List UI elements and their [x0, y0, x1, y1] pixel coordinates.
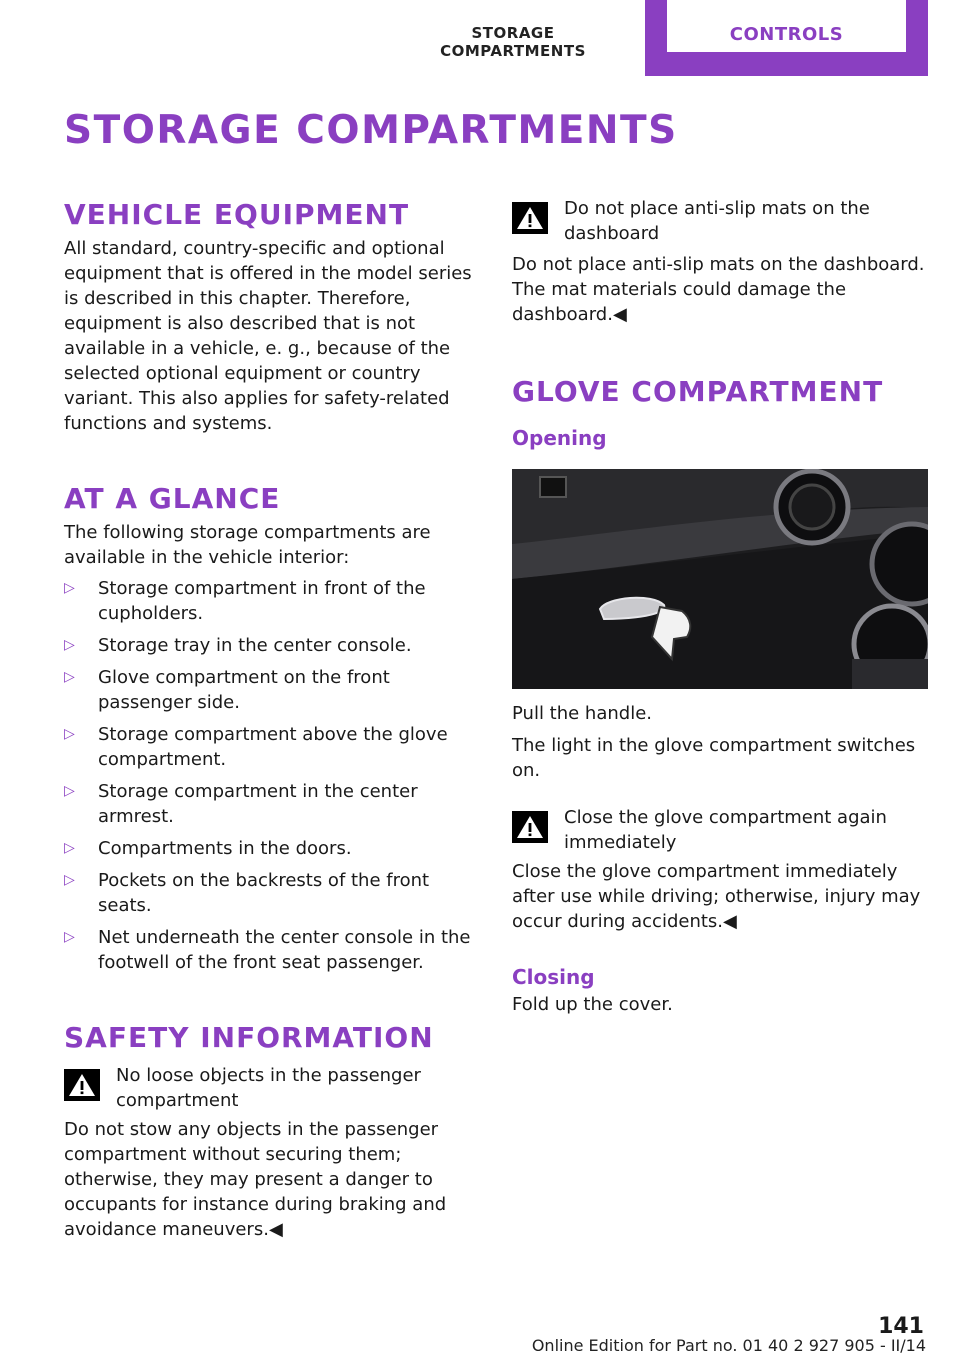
end-mark-icon: ◀	[612, 304, 627, 325]
subheading-opening: Opening	[512, 426, 607, 450]
warning-body: Close the glove compartment immediately after use while driving; otherwise, injury may occur during accidents.◀	[512, 861, 921, 932]
triangle-bullet-icon: ▷	[64, 929, 75, 945]
warning-title: Do not place anti-slip mats on the dashboard	[564, 198, 870, 244]
heading-at-a-glance: AT A GLANCE	[64, 482, 281, 515]
triangle-bullet-icon: ▷	[64, 580, 75, 596]
opening-step-2: The light in the glove compartment switches on.	[512, 735, 916, 781]
warning-title: Close the glove compartment again immediately	[564, 807, 887, 853]
warning-loose-objects	[64, 1063, 484, 1113]
subheading-closing: Closing	[512, 965, 595, 989]
running-header-section: STORAGE COMPARTMENTS	[440, 24, 586, 60]
list-item: ▷ Storage compartment above the glove compartment.	[64, 724, 448, 770]
compartment-list	[64, 576, 484, 975]
list-item: ▷ Storage compartment in front of the cupholders.	[64, 578, 426, 624]
opening-step-1: Pull the handle.	[512, 703, 653, 724]
triangle-bullet-icon: ▷	[64, 669, 75, 685]
warning-triangle-icon	[512, 202, 548, 234]
heading-safety-information: SAFETY INFORMATION	[64, 1021, 434, 1054]
left-column	[64, 196, 484, 1242]
warning-body: Do not stow any objects in the passenger compartment without securing them; otherwise, they may present a danger to occupants for instance during braking and avoidance maneuvers.◀	[64, 1119, 447, 1240]
list-item: ▷ Compartments in the doors.	[64, 838, 352, 859]
page-number: 141	[878, 1314, 924, 1339]
at-a-glance-intro: The following storage compartments are available in the vehicle interior:	[64, 522, 431, 568]
warning-title: No loose objects in the passenger compartment	[116, 1065, 421, 1111]
triangle-bullet-icon: ▷	[64, 637, 75, 653]
warning-close-glove-compartment	[512, 805, 930, 855]
chapter-tab	[645, 0, 928, 76]
heading-glove-compartment: GLOVE COMPARTMENT	[512, 375, 884, 408]
list-item: ▷ Net underneath the center console in the footwell of the front seat passenger.	[64, 927, 471, 973]
vehicle-equipment-body: All standard, country-specific and optional equipment that is offered in the model series is described in this chapter. Therefore, equipment is also described that is not available in a vehicle, e. g., because of the selected optional equipment or country variant. This also applies for safety-related functions and systems.	[64, 238, 472, 434]
glove-compartment-photo	[512, 469, 928, 689]
footer-edition: Online Edition for Part no. 01 40 2 927 905 - II/14	[531, 1336, 926, 1355]
triangle-bullet-icon: ▷	[64, 783, 75, 799]
warning-triangle-icon	[512, 811, 548, 843]
triangle-bullet-icon: ▷	[64, 840, 75, 856]
warning-anti-slip-mats	[512, 196, 930, 246]
heading-vehicle-equipment: VEHICLE EQUIPMENT	[64, 198, 410, 231]
closing-body: Fold up the cover.	[512, 994, 673, 1015]
list-item: ▷ Pockets on the backrests of the front seats.	[64, 870, 430, 916]
list-item: ▷ Storage tray in the center console.	[64, 635, 412, 656]
end-mark-icon: ◀	[723, 911, 737, 932]
warning-body: Do not place anti-slip mats on the dashboard. The mat materials could damage the dashboard.◀	[512, 254, 925, 325]
end-mark-icon: ◀	[268, 1219, 283, 1240]
triangle-bullet-icon: ▷	[64, 872, 75, 888]
right-column	[512, 196, 930, 1017]
list-item: ▷ Glove compartment on the front passenger side.	[64, 667, 390, 713]
warning-triangle-icon	[64, 1069, 100, 1101]
chapter-tab-label: CONTROLS	[667, 0, 906, 52]
list-item: ▷ Storage compartment in the center armrest.	[64, 781, 418, 827]
page-title: STORAGE COMPARTMENTS	[64, 108, 678, 153]
triangle-bullet-icon: ▷	[64, 726, 75, 742]
